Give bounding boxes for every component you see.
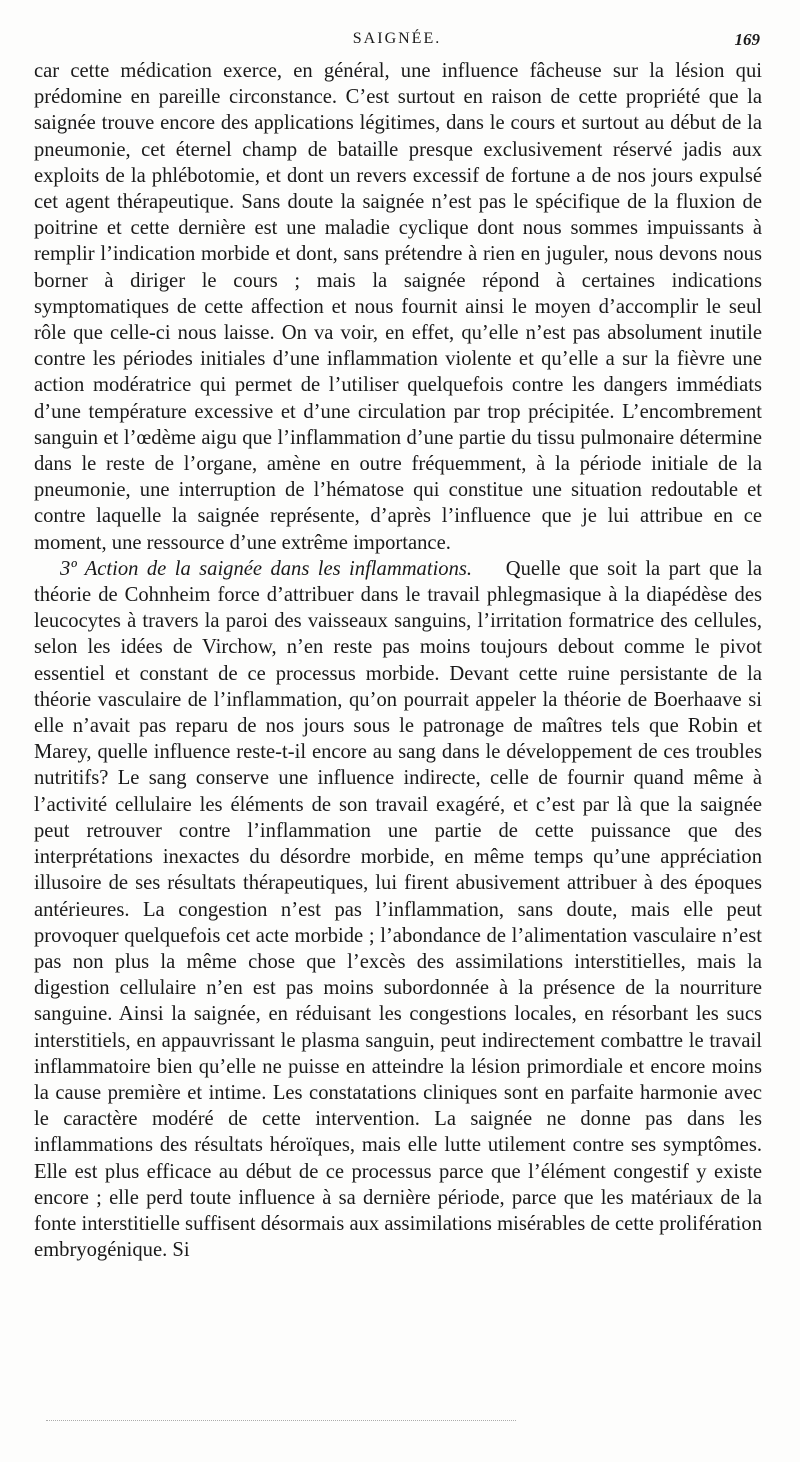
running-header xyxy=(34,30,760,56)
footer-dotted-rule xyxy=(46,1420,516,1421)
body-text xyxy=(34,58,762,1263)
section-gap xyxy=(480,558,497,580)
page-number: 169 xyxy=(734,30,760,49)
paragraph-text: car cette médication exerce, en général, une influence fâcheuse sur la lésion qui prédomine en pareille circonstance. C’est surtout en raison de cette propriété que la saignée trouve encore des applications légitimes, dans le cours et surtout au début de la pneumonie, cet éternel champ de bataille presque exclusivement réservé jadis aux exploits de la phlébotomie, et dont un revers excessif de fortune a de nos jours expulsé cet agent thérapeutique. Sans doute la saignée n’est pas le spécifique de la fluxion de poitrine et cette dernière est une maladie cyclique dont nous sommes impuissants à remplir l’indication morbide et dont, sans prétendre à rien en juguler, nous devons nous borner à diriger le cours ; mais la saignée répond à certaines indications symptomatiques de cette affection et nous fournit ainsi le moyen d’accomplir le seul rôle que celle-ci nous laisse. On va voir, en effet, qu’elle n’est pas absolument inutile contre les périodes initiales d’une inflammation violente et qu’elle a sur la fièvre une action modératrice qui permet de l’utiliser quelquefois contre les dangers immédiats d’une température excessive et d’une circulation par trop précipitée. L’encombrement sanguin et l’œdème aigu que l’inflammation d’une partie du tissu pulmonaire détermine dans le reste de l’organe, amène en outre fréquemment, à la période initiale de la pneumonie, une interruption de l’hématose qui constitue une situation redoutable et contre laquelle la saignée représente, d’après l’influence que je lui attribue en ce moment, une ressource d’une extrême importance. xyxy=(34,60,762,554)
paragraph-text: Quelle que soit la part que la théorie de Cohnheim force d’attribuer dans le travail phlegmasique à la diapédèse des leucocytes à travers la paroi des vaisseaux sanguins, l’irritation formatrice des cellules, selon les idées de Virchow, n’en reste pas moins toujours debout comme le pivot essentiel et constant de ce processus morbide. Devant cette ruine persistante de la théorie vasculaire de l’inflammation, qu’on pourrait appeler la théorie de Boerhaave si elle n’avait pas reparu de nos jours sous le patronage de maîtres tels que Robin et Marey, quelle influence reste-t-il encore au sang dans le développement de ces troubles nutritifs? Le sang conserve une influence indirecte, celle de fournir quand même à l’activité cellulaire les éléments de son travail exagéré, et c’est par là que la saignée peut retrouver contre l’inflammation une partie de cette puissance que des interprétations inexactes du désordre morbide, en même temps qu’une appréciation illusoire de ses résultats thérapeutiques, lui firent abusivement attribuer à des époques antérieures. La congestion n’est pas l’inflammation, sans doute, mais elle peut provoquer quelquefois cet acte morbide ; l’abondance de l’alimentation vasculaire n’est pas non plus la même chose que l’excès des assimilations interstitielles, mais la digestion cellulaire n’en est pas moins subordonnée à la présence de la nourriture sanguine. Ainsi la saignée, en réduisant les congestions locales, en résorbant les sucs interstitiels, en appauvrissant le plasma sanguin, peut indirectement combattre le travail inflammatoire bien qu’elle ne puisse en atteindre la lésion primordiale et encore moins la cause première et intime. Les constatations cliniques sont en parfaite harmonie avec le caractère modéré de cette intervention. La saignée ne donne pas dans les inflammations des résultats héroïques, mais elle lutte utilement contre ses symptômes. Elle est plus efficace au début de ce processus parce que l’élément congestif y existe encore ; elle perd toute influence à sa dernière période, parce que les matériaux de la fonte interstitielle suffisent désormais aux assimilations misérables de cette prolifération embryogénique. Si xyxy=(34,557,763,1262)
paragraph-section-3 xyxy=(34,556,762,1263)
section-heading: 3º Action de la saignée dans les inflammations. xyxy=(60,557,473,580)
running-title: SAIGNÉE. xyxy=(352,30,442,47)
paragraph-continuation xyxy=(34,58,762,556)
